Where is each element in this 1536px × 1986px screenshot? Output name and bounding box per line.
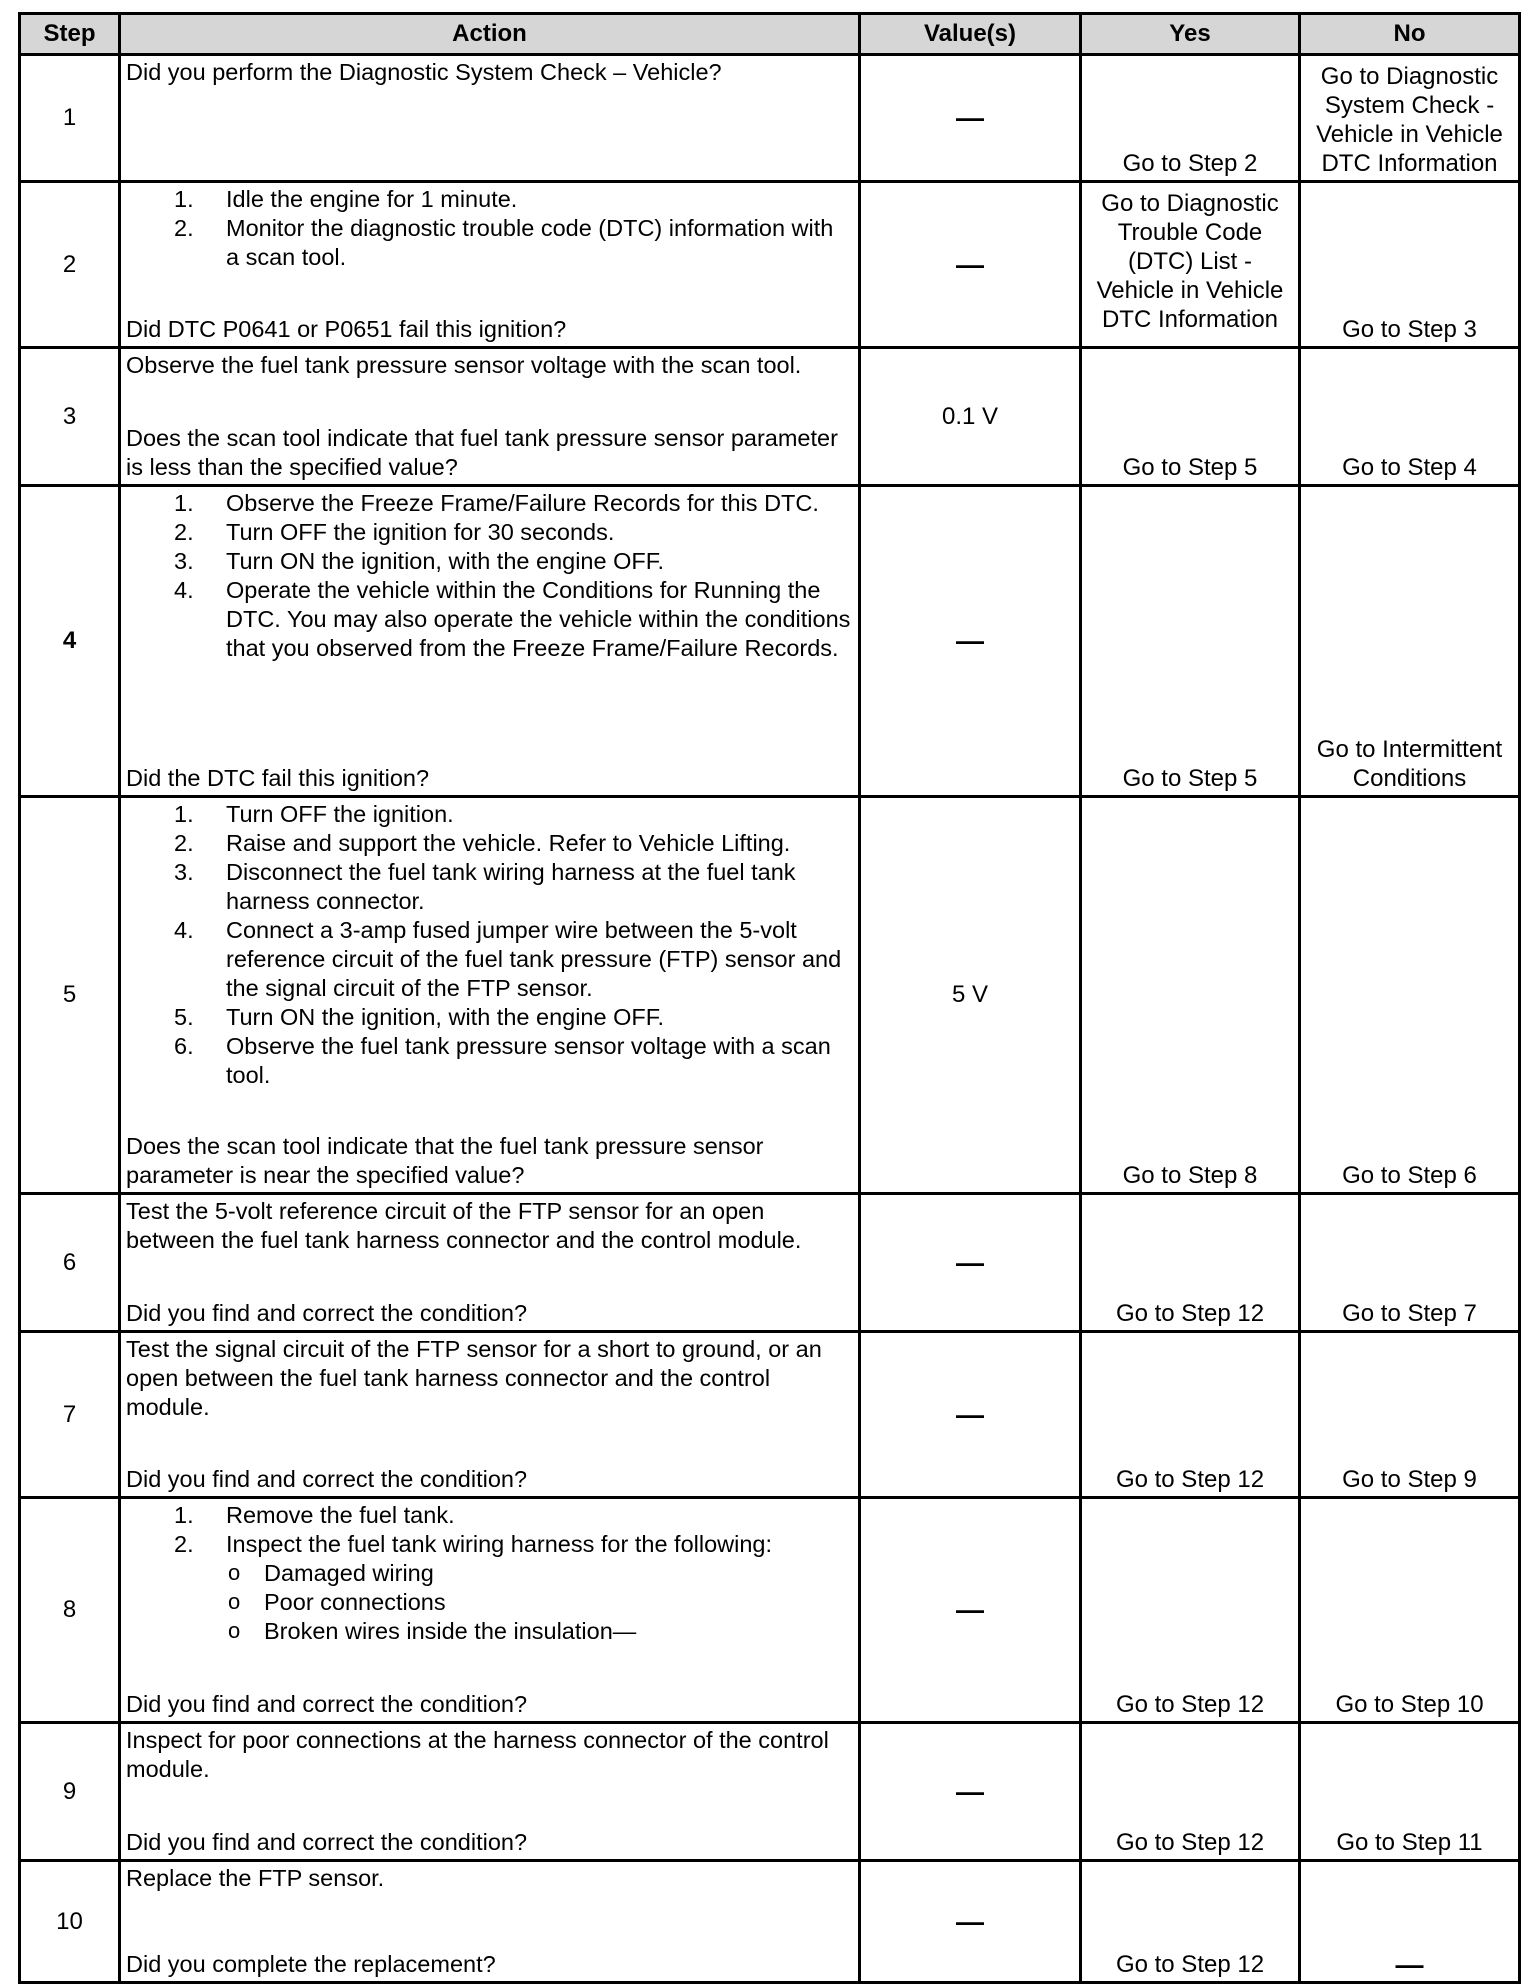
step-number: 9	[20, 1723, 120, 1861]
yes-cell	[1081, 1194, 1300, 1332]
header-no: No	[1300, 14, 1520, 55]
action-step-text: Inspect the fuel tank wiring harness for the following:	[226, 1531, 773, 1557]
yes-cell	[1081, 486, 1300, 797]
action-cell	[120, 348, 860, 486]
action-intro: Test the 5-volt reference circuit of the FTP sensor for an open between the fuel tank harness connector and the control module.	[126, 1198, 802, 1253]
action-step-text: Turn OFF the ignition for 30 seconds.	[226, 519, 615, 545]
action-step-item	[174, 489, 852, 518]
no-cell	[1300, 1498, 1520, 1723]
action-step-item	[174, 518, 852, 547]
action-cell	[120, 1194, 860, 1332]
action-step-text: Raise and support the vehicle. Refer to Vehicle Lifting.	[226, 830, 791, 856]
action-step-item	[174, 1530, 852, 1646]
no-action: Go to Intermittent Conditions	[1316, 736, 1503, 792]
step-number: 2	[20, 182, 120, 348]
action-question: Did you find and correct the condition?	[126, 1691, 528, 1717]
value-cell	[860, 1723, 1081, 1861]
yes-action: Go to Step 5	[1122, 765, 1258, 792]
diagnostic-table	[18, 12, 1521, 1984]
yes-action: Go to Step 12	[1115, 1951, 1265, 1978]
action-step-text: Turn OFF the ignition.	[226, 801, 454, 827]
action-cell	[120, 1861, 860, 1983]
step-number: 8	[20, 1498, 120, 1723]
action-step-text: Turn ON the ignition, with the engine OFF.	[226, 1004, 665, 1030]
no-action: Go to Step 4	[1342, 454, 1477, 481]
action-question: Did DTC P0641 or P0651 fail this ignition?	[126, 316, 567, 342]
yes-cell	[1081, 182, 1300, 348]
action-step-item	[174, 829, 852, 858]
specified-value: —	[956, 625, 984, 656]
action-step-item	[174, 1003, 852, 1032]
action-step-text: Observe the fuel tank pressure sensor voltage with a scan tool.	[226, 1033, 831, 1088]
table-body	[20, 55, 1520, 1983]
action-question: Does the scan tool indicate that the fuel tank pressure sensor parameter is near the specified value?	[126, 1133, 764, 1188]
action-step-item	[174, 547, 852, 576]
step-number: 6	[20, 1194, 120, 1332]
table-row	[20, 348, 1520, 486]
table-row	[20, 797, 1520, 1194]
action-bullet-item: o Poor connections	[228, 1588, 852, 1617]
no-cell	[1300, 55, 1520, 182]
action-cell	[120, 486, 860, 797]
table-row	[20, 1861, 1520, 1983]
action-step-text: Connect a 3-amp fused jumper wire between the 5-volt reference circuit of the fuel tank pressure (FTP) sensor and the signal circuit of the FTP sensor.	[226, 917, 842, 1001]
action-step-text: Idle the engine for 1 minute.	[226, 186, 518, 212]
action-step-text: Turn ON the ignition, with the engine OFF.	[226, 548, 665, 574]
table-row	[20, 1194, 1520, 1332]
yes-action: Go to Step 5	[1122, 454, 1258, 481]
step-number: 1	[20, 55, 120, 182]
no-action: Go to Step 9	[1342, 1466, 1477, 1493]
action-step-item	[174, 214, 852, 272]
header-step: Step	[20, 14, 120, 55]
yes-action: Go to Step 12	[1115, 1300, 1265, 1327]
action-step-text: Operate the vehicle within the Conditions for Running the DTC. You may also operate the vehicle within the conditions that you observed from the Freeze Frame/Failure Records.	[226, 577, 851, 661]
action-step-item	[174, 185, 852, 214]
action-step-text: Remove the fuel tank.	[226, 1502, 455, 1528]
specified-value: —	[956, 102, 984, 133]
action-step-item	[174, 1032, 852, 1090]
specified-value: 0.1 V	[941, 402, 999, 430]
action-cell	[120, 797, 860, 1194]
value-cell	[860, 348, 1081, 486]
no-cell	[1300, 348, 1520, 486]
value-cell	[860, 486, 1081, 797]
no-action: Go to Diagnostic System Check - Vehicle in Vehicle DTC Information	[1316, 63, 1503, 177]
action-question: Did you find and correct the condition?	[126, 1829, 528, 1855]
action-intro: Inspect for poor connections at the harness connector of the control module.	[126, 1727, 829, 1782]
value-cell	[860, 1498, 1081, 1723]
header-row	[20, 14, 1520, 55]
yes-cell	[1081, 55, 1300, 182]
header-action: Action	[120, 14, 860, 55]
step-number: 3	[20, 348, 120, 486]
action-intro: Replace the FTP sensor.	[126, 1865, 385, 1891]
action-step-text: Disconnect the fuel tank wiring harness at the fuel tank harness connector.	[226, 859, 796, 914]
action-question: Did you complete the replacement?	[126, 1951, 496, 1977]
no-cell	[1300, 797, 1520, 1194]
step-number: 5	[20, 797, 120, 1194]
yes-cell	[1081, 1723, 1300, 1861]
yes-action: Go to Step 8	[1122, 1162, 1258, 1189]
specified-value: 5 V	[951, 981, 989, 1008]
table-row	[20, 1332, 1520, 1498]
specified-value: —	[956, 1398, 984, 1430]
specified-value: —	[956, 1594, 984, 1625]
step-number: 7	[20, 1332, 120, 1498]
action-intro: Observe the fuel tank pressure sensor voltage with the scan tool.	[126, 352, 802, 378]
header-yes: Yes	[1081, 14, 1300, 55]
no-action: Go to Step 6	[1342, 1162, 1477, 1189]
no-cell	[1300, 1194, 1520, 1332]
action-question: Did you find and correct the condition?	[126, 1300, 528, 1326]
action-step-item	[174, 916, 852, 1003]
no-cell	[1300, 486, 1520, 797]
value-cell	[860, 182, 1081, 348]
action-step-text: Observe the Freeze Frame/Failure Records for this DTC.	[226, 490, 819, 516]
action-step-text: Monitor the diagnostic trouble code (DTC) information with a scan tool.	[226, 215, 834, 270]
table-row	[20, 486, 1520, 797]
action-steps-list	[126, 185, 852, 272]
value-cell	[860, 1194, 1081, 1332]
action-bullet-list	[126, 1559, 852, 1646]
no-action: Go to Step 11	[1336, 1829, 1483, 1856]
no-action: Go to Step 3	[1342, 316, 1477, 343]
specified-value: —	[956, 1775, 984, 1807]
no-action: Go to Step 10	[1335, 1691, 1484, 1718]
yes-action: Go to Step 12	[1115, 1466, 1265, 1493]
value-cell	[860, 55, 1081, 182]
action-cell	[120, 182, 860, 348]
table-row	[20, 55, 1520, 182]
action-cell	[120, 55, 860, 182]
yes-cell	[1081, 797, 1300, 1194]
no-cell	[1300, 1723, 1520, 1861]
no-action: Go to Step 7	[1342, 1300, 1477, 1327]
specified-value: —	[956, 1246, 984, 1278]
action-step-item	[174, 1501, 852, 1530]
action-question: Does the scan tool indicate that fuel tank pressure sensor parameter is less than the specified value?	[126, 425, 838, 480]
value-cell	[860, 1861, 1081, 1983]
yes-cell	[1081, 1861, 1300, 1983]
action-cell	[120, 1723, 860, 1861]
action-step-item	[174, 800, 852, 829]
action-steps-list	[126, 489, 852, 663]
yes-cell	[1081, 348, 1300, 486]
table-row	[20, 1498, 1520, 1723]
action-step-item	[174, 576, 852, 663]
action-question: Did you find and correct the condition?	[126, 1466, 528, 1492]
yes-action: Go to Step 12	[1115, 1829, 1265, 1856]
no-cell	[1300, 1332, 1520, 1498]
header-values: Value(s)	[860, 14, 1081, 55]
yes-action: Go to Diagnostic Trouble Code (DTC) List - Vehicle in Vehicle DTC Information	[1096, 190, 1284, 333]
action-step-item	[174, 858, 852, 916]
value-cell	[860, 1332, 1081, 1498]
action-steps-list	[126, 800, 852, 1090]
step-number: 10	[20, 1861, 120, 1983]
action-steps-list	[126, 1501, 852, 1646]
no-action: —	[1395, 1949, 1424, 1980]
action-bullet-item: o Broken wires inside the insulation—	[228, 1617, 852, 1646]
action-cell	[120, 1498, 860, 1723]
no-cell	[1300, 1861, 1520, 1983]
yes-cell	[1081, 1498, 1300, 1723]
yes-cell	[1081, 1332, 1300, 1498]
value-cell	[860, 797, 1081, 1194]
yes-action: Go to Step 2	[1122, 150, 1258, 177]
yes-action: Go to Step 12	[1115, 1691, 1265, 1718]
action-cell	[120, 1332, 860, 1498]
action-question: Did the DTC fail this ignition?	[126, 765, 430, 791]
specified-value: —	[956, 248, 984, 280]
action-intro: Test the signal circuit of the FTP sensor for a short to ground, or an open between the fuel tank harness connector and the control module.	[126, 1336, 822, 1420]
step-number: 4	[20, 486, 120, 797]
table-row	[20, 1723, 1520, 1861]
table-row	[20, 182, 1520, 348]
specified-value: —	[956, 1905, 984, 1937]
no-cell	[1300, 182, 1520, 348]
action-intro: Did you perform the Diagnostic System Check – Vehicle?	[126, 59, 722, 85]
action-bullet-item: o Damaged wiring	[228, 1559, 852, 1588]
